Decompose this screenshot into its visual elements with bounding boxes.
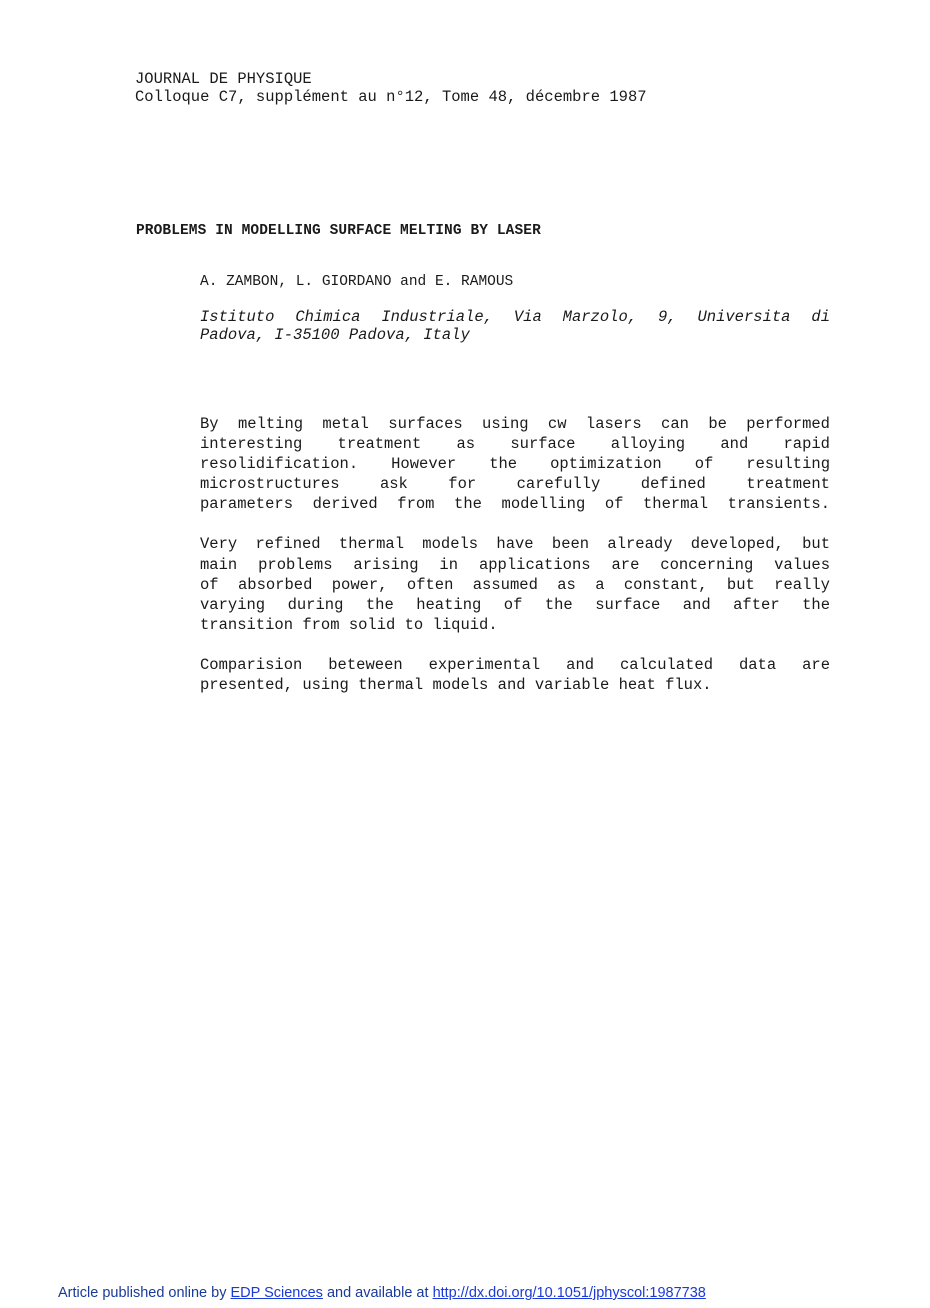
paper-title: PROBLEMS IN MODELLING SURFACE MELTING BY LASER [136,223,541,239]
text-line: main problems arising in applications are concerning values [200,555,830,574]
text-line: microstructures ask for carefully defined treatment [200,475,830,494]
text-line: transition from solid to liquid. [200,615,498,634]
doi-link[interactable]: http://dx.doi.org/10.1051/jphyscol:1987738 [432,1285,706,1301]
publisher-link[interactable]: EDP Sciences [230,1285,323,1301]
affiliation-line: Istituto Chimica Industriale, Via Marzolo, 9, Universita di [200,308,830,326]
affiliation [200,308,830,344]
text-line: of absorbed power, often assumed as a constant, but really [200,575,830,594]
journal-name: JOURNAL DE PHYSIQUE [135,70,312,88]
footer-middle: and available at [322,1285,433,1301]
text-line: presented, using thermal models and variable heat flux. [200,676,712,695]
text-line: By melting metal surfaces using cw lasers can be performed [200,415,830,433]
publication-footer [58,1285,706,1301]
journal-issue: Colloque C7, supplément au n°12, Tome 48, décembre 1987 [135,88,647,106]
journal-header [135,70,647,106]
text-line: parameters derived from the modelling of thermal transients. [200,495,830,514]
text-line: interesting treatment as surface alloying and rapid [200,435,830,454]
text-line: varying during the heating of the surface and after the [200,595,830,614]
abstract-paragraph-3 [200,655,830,695]
text-line: resolidification. However the optimization of resulting [200,455,830,474]
text-line: Very refined thermal models have been already developed, but [200,535,830,554]
abstract-paragraph-2 [200,534,830,634]
author-list: A. ZAMBON, L. GIORDANO and E. RAMOUS [200,274,514,290]
affiliation-line: Padova, I-35100 Padova, Italy [200,326,470,344]
text-line: Comparision beteween experimental and calculated data are [200,655,830,674]
abstract-paragraph-1 [200,414,830,514]
footer-prefix: Article published online by [58,1285,231,1301]
abstract [200,414,830,715]
